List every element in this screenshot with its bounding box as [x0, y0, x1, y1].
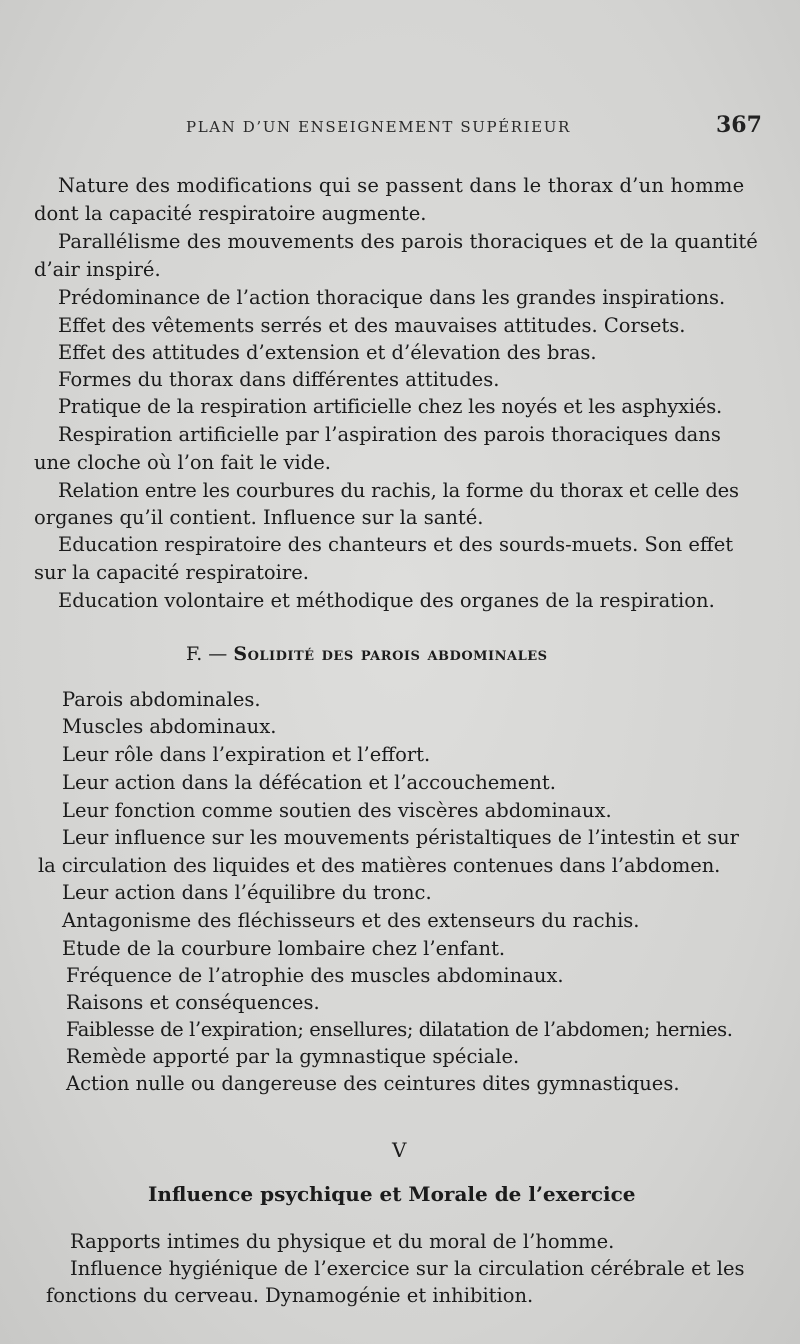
text-line: Action nulle ou dangereuse des ceintures dites gymnastiques. [66, 1072, 680, 1095]
text-line: d’air inspiré. [34, 258, 161, 281]
text-line: dont la capacité respiratoire augmente. [34, 202, 427, 225]
page-header [0, 112, 800, 142]
text-line: Parallélisme des mouvements des parois thoraciques et de la quantité [58, 230, 758, 253]
text-line: Remède apporté par la gymnastique spéciale. [66, 1045, 520, 1068]
text-line: Respiration artificielle par l’aspiration des parois thoraciques dans [58, 423, 721, 446]
text-line: organes qu’il contient. Influence sur la santé. [34, 506, 484, 529]
text-line: Effet des attitudes d’extension et d’élevation des bras. [58, 341, 597, 364]
section-letter: F. — [186, 643, 234, 665]
text-line: Parois abdominales. [62, 688, 261, 711]
chapter-number: V [392, 1138, 407, 1162]
text-line: Leur action dans l’équilibre du tronc. [62, 881, 432, 904]
text-line: fonctions du cerveau. Dynamogénie et inhibition. [46, 1284, 534, 1307]
text-line: Education respiratoire des chanteurs et des sourds-muets. Son effet [58, 533, 734, 556]
text-line: Nature des modifications qui se passent dans le thorax d’un homme [58, 174, 745, 197]
text-line: Antagonisme des fléchisseurs et des extenseurs du rachis. [62, 909, 640, 932]
section-title: Solidité des parois abdominales [233, 643, 548, 665]
text-line: Pratique de la respiration artificielle chez les noyés et les asphyxiés. [58, 395, 723, 418]
text-line: Leur rôle dans l’expiration et l’effort. [62, 743, 431, 766]
text-line: Prédominance de l’action thoracique dans les grandes inspirations. [58, 286, 726, 309]
text-line: Effet des vêtements serrés et des mauvaises attitudes. Corsets. [58, 314, 686, 337]
text-line: la circulation des liquides et des matières contenues dans l’abdomen. [38, 854, 721, 877]
text-line: Fréquence de l’atrophie des muscles abdominaux. [66, 964, 564, 987]
text-line: Muscles abdominaux. [62, 715, 277, 738]
text-line: Rapports intimes du physique et du moral de l’homme. [70, 1230, 615, 1253]
text-line: Leur fonction comme soutien des viscères abdominaux. [62, 799, 612, 822]
section-heading [186, 643, 548, 665]
text-line: Relation entre les courbures du rachis, la forme du thorax et celle des [58, 479, 739, 502]
text-line: Etude de la courbure lombaire chez l’enfant. [62, 937, 506, 960]
text-line: Leur influence sur les mouvements péristaltiques de l’intestin et sur [62, 826, 740, 849]
text-line: Education volontaire et méthodique des organes de la respiration. [58, 589, 715, 612]
chapter-title: Influence psychique et Morale de l’exercice [148, 1182, 636, 1206]
page-number: 367 [716, 112, 762, 138]
text-line: Leur action dans la défécation et l’accouchement. [62, 771, 556, 794]
text-line: Formes du thorax dans différentes attitudes. [58, 368, 500, 391]
text-line: Influence hygiénique de l’exercice sur la circulation cérébrale et les [70, 1257, 745, 1280]
running-head: PLAN D’UN ENSEIGNEMENT SUPÉRIEUR [186, 118, 571, 136]
text-line: sur la capacité respiratoire. [34, 561, 309, 584]
text-line: une cloche où l’on fait le vide. [34, 451, 331, 474]
text-line: Faiblesse de l’expiration; ensellures; dilatation de l’abdomen; hernies. [66, 1018, 733, 1041]
text-line: Raisons et conséquences. [66, 991, 320, 1014]
